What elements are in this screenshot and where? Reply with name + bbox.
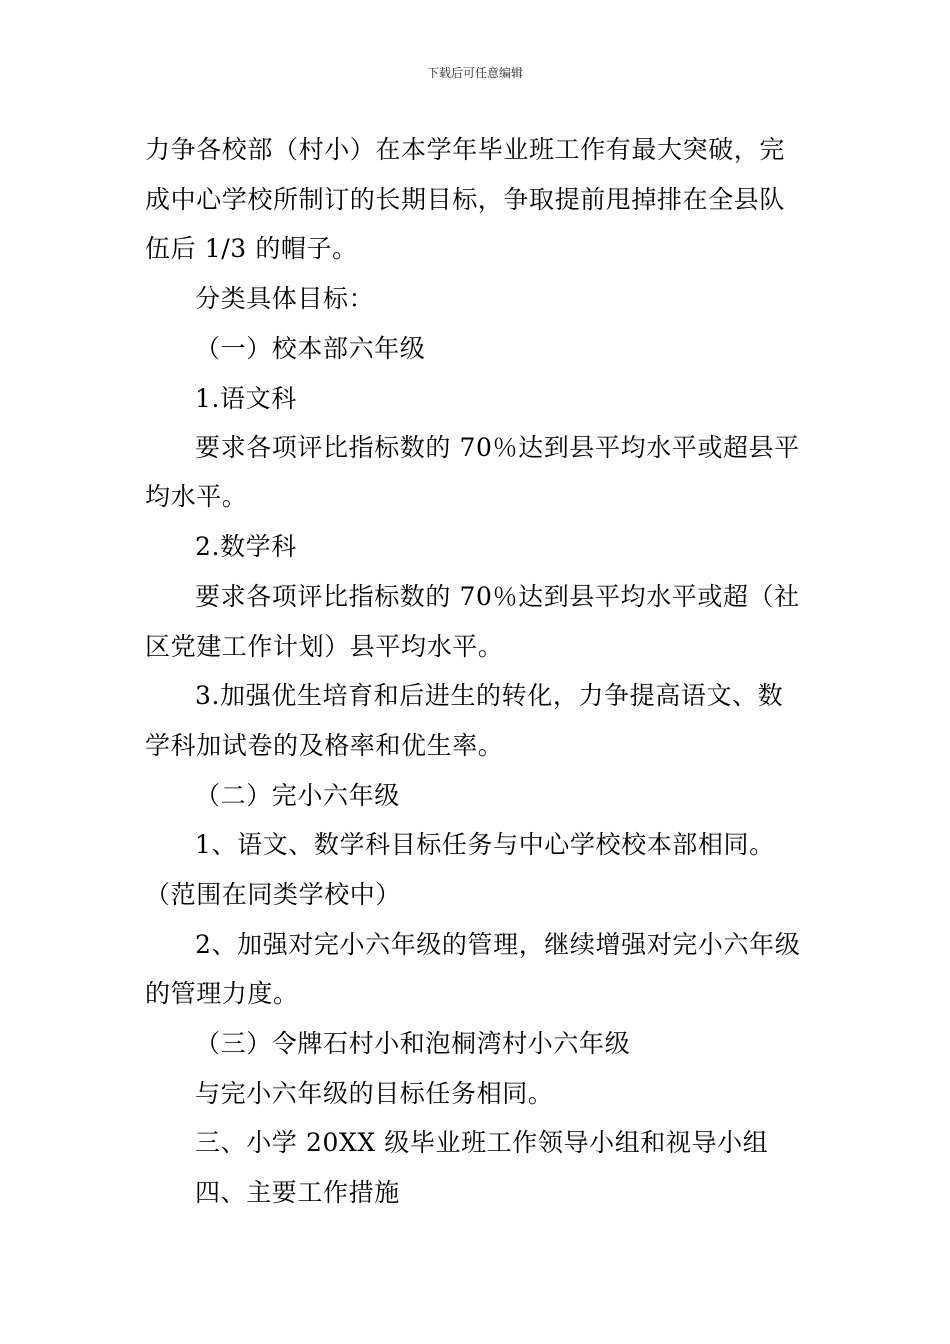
section-heading: （三）令牌石村小和泡桐湾村小六年级 [195, 1029, 631, 1058]
paragraph-line: 要求各项评比指标数的 70％达到县平均水平或超（社 [195, 582, 800, 611]
paragraph-line: 力争各校部（村小）在本学年毕业班工作有最大突破，完 [145, 135, 786, 164]
section-heading: 三、小学 20XX 级毕业班工作领导小组和视导小组 [195, 1128, 769, 1157]
paragraph-line: 1、语文、数学科目标任务与中心学校校本部相同。 [195, 830, 775, 859]
paragraph-line: 成中心学校所制订的长期目标，争取提前甩掉排在全县队 [145, 185, 786, 214]
paragraph-line: 的管理力度。 [145, 979, 299, 1008]
subsection-heading: 1.语文科 [195, 384, 297, 413]
paragraph-line: 均水平。 [145, 482, 248, 511]
paragraph-line: 2、加强对完小六年级的管理，继续增强对完小六年级 [195, 930, 801, 959]
paragraph-line: 分类具体目标： [195, 284, 375, 313]
subsection-heading: 2.数学科 [195, 532, 297, 561]
page-header-note: 下载后可任意编辑 [426, 66, 523, 80]
paragraph-line: 与完小六年级的目标任务相同。 [195, 1079, 554, 1108]
section-heading: （一）校本部六年级 [195, 334, 426, 363]
paragraph-line: 区党建工作计划）县平均水平。 [145, 632, 504, 661]
paragraph-line: 伍后 1/3 的帽子。 [145, 234, 358, 263]
paragraph-line: （范围在同类学校中） [145, 880, 402, 909]
section-heading: （二）完小六年级 [195, 781, 400, 810]
section-heading: 四、主要工作措施 [195, 1178, 400, 1207]
paragraph-line: 3.加强优生培育和后进生的转化，力争提高语文、数 [195, 681, 784, 710]
paragraph-line: 学科加试卷的及格率和优生率。 [145, 731, 504, 760]
paragraph-line: 要求各项评比指标数的 70％达到县平均水平或超县平 [195, 433, 800, 462]
